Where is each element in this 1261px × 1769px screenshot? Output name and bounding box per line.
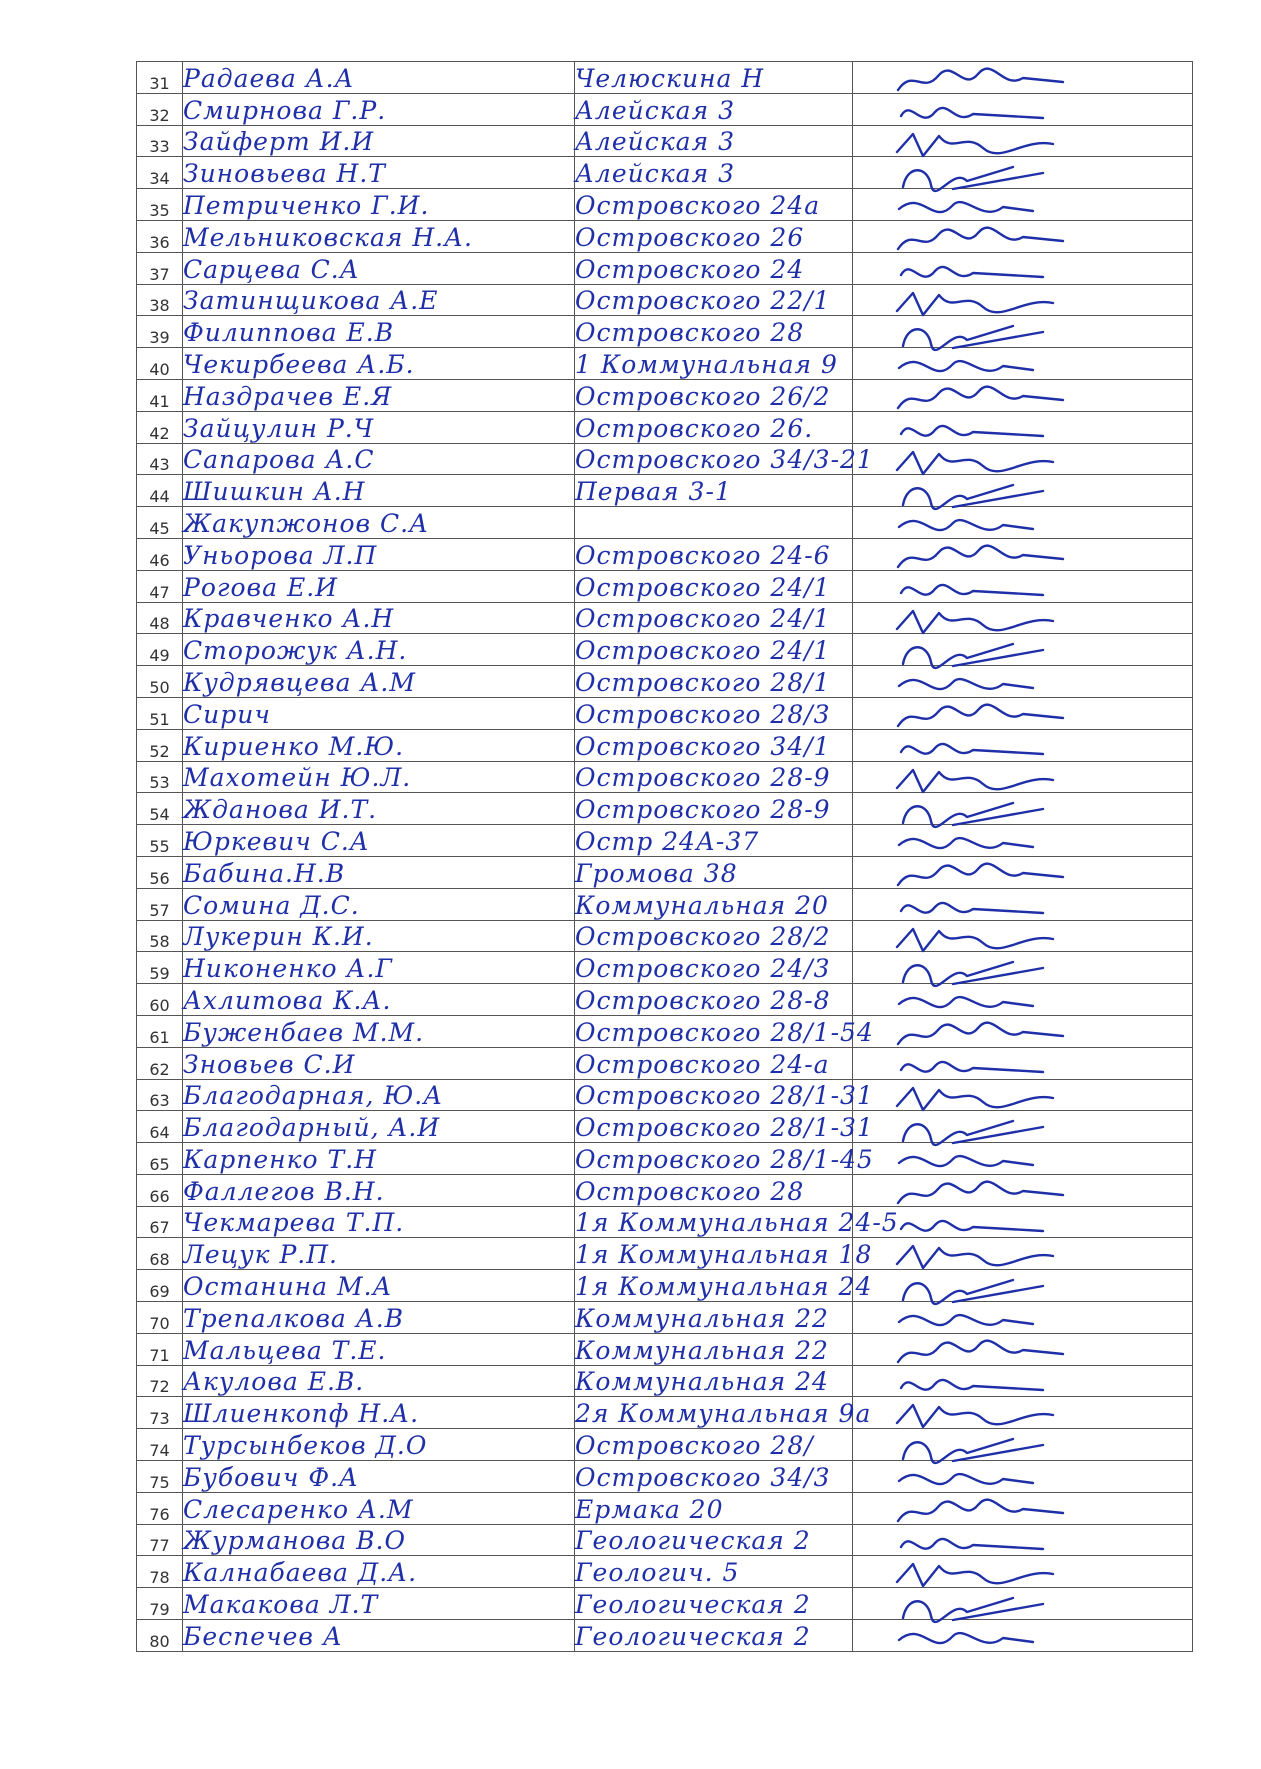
signer-name: Шишкин А.Н (183, 475, 575, 507)
signer-address: Островского 28/1-31 (575, 1079, 853, 1111)
row-number: 68 (137, 1238, 183, 1270)
row-number: 34 (137, 157, 183, 189)
table-row (137, 1333, 1193, 1365)
signer-name: Кириенко М.Ю. (183, 729, 575, 761)
handwritten-signature (853, 1302, 1193, 1334)
row-number: 49 (137, 634, 183, 666)
table-row (137, 1270, 1193, 1302)
handwritten-signature (853, 1429, 1193, 1461)
signer-address: Геологич. 5 (575, 1556, 853, 1588)
signer-address (575, 507, 853, 539)
row-number: 43 (137, 443, 183, 475)
table-row (137, 93, 1193, 125)
signer-name: Калнабаева Д.А. (183, 1556, 575, 1588)
handwritten-signature (853, 856, 1193, 888)
table-row (137, 252, 1193, 284)
row-number: 66 (137, 1174, 183, 1206)
table-row (137, 411, 1193, 443)
signer-address: Островского 28/1-45 (575, 1143, 853, 1175)
signer-address: Островского 26. (575, 411, 853, 443)
row-number: 48 (137, 602, 183, 634)
table-row (137, 729, 1193, 761)
handwritten-signature (853, 93, 1193, 125)
signer-name: Бабина.Н.В (183, 856, 575, 888)
row-number: 61 (137, 1015, 183, 1047)
row-number: 51 (137, 697, 183, 729)
handwritten-signature (853, 252, 1193, 284)
row-number: 62 (137, 1047, 183, 1079)
handwritten-signature (853, 125, 1193, 157)
signer-address: Первая 3-1 (575, 475, 853, 507)
table-row (137, 1143, 1193, 1175)
signer-address: Островского 28/ (575, 1429, 853, 1461)
row-number: 76 (137, 1492, 183, 1524)
signer-address: Островского 28/1-54 (575, 1015, 853, 1047)
table-row (137, 157, 1193, 189)
signer-name: Шлиенкопф Н.А. (183, 1397, 575, 1429)
table-row (137, 1524, 1193, 1556)
signer-address: Алейская 3 (575, 93, 853, 125)
handwritten-signature (853, 761, 1193, 793)
signer-address: 1я Коммунальная 24 (575, 1270, 853, 1302)
handwritten-signature (853, 1620, 1193, 1652)
signer-address: Островского 34/1 (575, 729, 853, 761)
signer-name: Карпенко Т.Н (183, 1143, 575, 1175)
signer-name: Зайцулин Р.Ч (183, 411, 575, 443)
row-number: 54 (137, 793, 183, 825)
row-number: 74 (137, 1429, 183, 1461)
handwritten-signature (853, 825, 1193, 857)
signer-address: Островского 22/1 (575, 284, 853, 316)
handwritten-signature (853, 538, 1193, 570)
handwritten-signature (853, 1270, 1193, 1302)
signer-name: Бубович Ф.А (183, 1461, 575, 1493)
signer-name: Сирич (183, 697, 575, 729)
row-number: 78 (137, 1556, 183, 1588)
handwritten-signature (853, 984, 1193, 1016)
handwritten-signature (853, 379, 1193, 411)
signer-name: Филиппова Е.В (183, 316, 575, 348)
handwritten-signature (853, 1397, 1193, 1429)
signer-address: Алейская 3 (575, 157, 853, 189)
handwritten-signature (853, 666, 1193, 698)
signer-address: Островского 26 (575, 220, 853, 252)
signer-address: Островского 24/3 (575, 952, 853, 984)
signer-address: 1я Коммунальная 24-5 (575, 1206, 853, 1238)
signer-name: Радаева А.А (183, 62, 575, 94)
row-number: 63 (137, 1079, 183, 1111)
signer-name: Жакупжонов С.А (183, 507, 575, 539)
signer-name: Благодарный, А.И (183, 1111, 575, 1143)
handwritten-signature (853, 411, 1193, 443)
signer-name: Мальцева Т.Е. (183, 1333, 575, 1365)
table-row (137, 920, 1193, 952)
table-row (137, 634, 1193, 666)
signer-address: 2я Коммунальная 9а (575, 1397, 853, 1429)
signer-name: Благодарная, Ю.А (183, 1079, 575, 1111)
table-row (137, 125, 1193, 157)
signer-name: Останина М.А (183, 1270, 575, 1302)
signer-address: Коммунальная 22 (575, 1302, 853, 1334)
row-number: 58 (137, 920, 183, 952)
row-number: 39 (137, 316, 183, 348)
signer-name: Трепалкова А.В (183, 1302, 575, 1334)
row-number: 75 (137, 1461, 183, 1493)
row-number: 70 (137, 1302, 183, 1334)
handwritten-signature (853, 1524, 1193, 1556)
table-row (137, 1047, 1193, 1079)
signer-name: Кравченко А.Н (183, 602, 575, 634)
handwritten-signature (853, 507, 1193, 539)
handwritten-signature (853, 1492, 1193, 1524)
table-row (137, 1365, 1193, 1397)
row-number: 47 (137, 570, 183, 602)
signer-name: Журманова В.О (183, 1524, 575, 1556)
handwritten-signature (853, 952, 1193, 984)
signer-name: Никоненко А.Г (183, 952, 575, 984)
signer-address: Островского 24а (575, 189, 853, 221)
handwritten-signature (853, 189, 1193, 221)
signature-table (136, 61, 1193, 1652)
table-row (137, 697, 1193, 729)
signer-address: Островского 24/1 (575, 602, 853, 634)
signer-name: Сапарова А.С (183, 443, 575, 475)
handwritten-signature (853, 284, 1193, 316)
signer-name: Макакова Л.Т (183, 1588, 575, 1620)
signer-name: Сторожук А.Н. (183, 634, 575, 666)
handwritten-signature (853, 1206, 1193, 1238)
handwritten-signature (853, 1556, 1193, 1588)
table-row (137, 1079, 1193, 1111)
signer-address: Островского 28-8 (575, 984, 853, 1016)
handwritten-signature (853, 157, 1193, 189)
handwritten-signature (853, 570, 1193, 602)
row-number: 73 (137, 1397, 183, 1429)
signer-name: Фаллегов В.Н. (183, 1174, 575, 1206)
signer-name: Лецук Р.П. (183, 1238, 575, 1270)
signer-address: Островского 24 (575, 252, 853, 284)
table-row (137, 538, 1193, 570)
signer-name: Петриченко Г.И. (183, 189, 575, 221)
handwritten-signature (853, 316, 1193, 348)
table-row (137, 348, 1193, 380)
row-number: 80 (137, 1620, 183, 1652)
signer-name: Зайферт И.И (183, 125, 575, 157)
signer-address: Островского 24-6 (575, 538, 853, 570)
row-number: 37 (137, 252, 183, 284)
row-number: 72 (137, 1365, 183, 1397)
signer-address: Коммунальная 20 (575, 888, 853, 920)
signer-name: Рогова Е.И (183, 570, 575, 602)
signer-name: Смирнова Г.Р. (183, 93, 575, 125)
row-number: 77 (137, 1524, 183, 1556)
row-number: 38 (137, 284, 183, 316)
table-row (137, 1588, 1193, 1620)
handwritten-signature (853, 1079, 1193, 1111)
handwritten-signature (853, 1111, 1193, 1143)
signer-name: Кудрявцева А.М (183, 666, 575, 698)
handwritten-signature (853, 1047, 1193, 1079)
row-number: 55 (137, 825, 183, 857)
row-number: 79 (137, 1588, 183, 1620)
table-row (137, 602, 1193, 634)
signer-address: Островского 28-9 (575, 793, 853, 825)
table-row (137, 379, 1193, 411)
handwritten-signature (853, 1174, 1193, 1206)
table-row (137, 1238, 1193, 1270)
signer-address: Островского 24-а (575, 1047, 853, 1079)
row-number: 60 (137, 984, 183, 1016)
signer-address: Островского 28-9 (575, 761, 853, 793)
signer-address: 1я Коммунальная 18 (575, 1238, 853, 1270)
handwritten-signature (853, 1238, 1193, 1270)
signer-address: Островского 28/2 (575, 920, 853, 952)
table-row (137, 1556, 1193, 1588)
handwritten-signature (853, 793, 1193, 825)
table-row (137, 189, 1193, 221)
signer-address: Островского 28/1-31 (575, 1111, 853, 1143)
signer-name: Мельниковская Н.А. (183, 220, 575, 252)
handwritten-signature (853, 443, 1193, 475)
handwritten-signature (853, 634, 1193, 666)
row-number: 64 (137, 1111, 183, 1143)
signer-name: Юркевич С.А (183, 825, 575, 857)
handwritten-signature (853, 1143, 1193, 1175)
signer-name: Лукерин К.И. (183, 920, 575, 952)
handwritten-signature (853, 602, 1193, 634)
table-row (137, 1461, 1193, 1493)
table-row (137, 1111, 1193, 1143)
signer-address: Островского 28/1 (575, 666, 853, 698)
table-row (137, 443, 1193, 475)
table-row (137, 475, 1193, 507)
table-row (137, 1206, 1193, 1238)
table-row (137, 793, 1193, 825)
signer-address: Коммунальная 22 (575, 1333, 853, 1365)
row-number: 35 (137, 189, 183, 221)
row-number: 40 (137, 348, 183, 380)
row-number: 69 (137, 1270, 183, 1302)
signer-name: Сомина Д.С. (183, 888, 575, 920)
signer-name: Затинщикова А.Е (183, 284, 575, 316)
row-number: 56 (137, 856, 183, 888)
signer-address: Коммунальная 24 (575, 1365, 853, 1397)
table-row (137, 856, 1193, 888)
table-row (137, 1302, 1193, 1334)
table-row (137, 284, 1193, 316)
table-row (137, 570, 1193, 602)
row-number: 33 (137, 125, 183, 157)
table-row (137, 1397, 1193, 1429)
handwritten-signature (853, 1333, 1193, 1365)
signature-table-body (137, 62, 1193, 1652)
table-row (137, 1492, 1193, 1524)
row-number: 31 (137, 62, 183, 94)
row-number: 65 (137, 1143, 183, 1175)
table-row (137, 1015, 1193, 1047)
table-row (137, 62, 1193, 94)
table-row (137, 507, 1193, 539)
row-number: 52 (137, 729, 183, 761)
signer-address: Геологическая 2 (575, 1524, 853, 1556)
signer-address: Остр 24А-37 (575, 825, 853, 857)
handwritten-signature (853, 888, 1193, 920)
signer-address: Островского 34/3-21 (575, 443, 853, 475)
table-row (137, 316, 1193, 348)
handwritten-signature (853, 1461, 1193, 1493)
signer-name: Акулова Е.В. (183, 1365, 575, 1397)
signer-name: Зновьев С.И (183, 1047, 575, 1079)
signer-address: Ермака 20 (575, 1492, 853, 1524)
signer-name: Ахлитова К.А. (183, 984, 575, 1016)
row-number: 53 (137, 761, 183, 793)
table-row (137, 666, 1193, 698)
signer-address: Громова 38 (575, 856, 853, 888)
signer-name: Наздрачев Е.Я (183, 379, 575, 411)
table-row (137, 888, 1193, 920)
signer-address: Геологическая 2 (575, 1588, 853, 1620)
signer-address: Островского 28/3 (575, 697, 853, 729)
signer-address: 1 Коммунальная 9 (575, 348, 853, 380)
handwritten-signature (853, 62, 1193, 94)
signer-address: Островского 26/2 (575, 379, 853, 411)
signer-name: Махотейн Ю.Л. (183, 761, 575, 793)
signer-name: Уньорова Л.П (183, 538, 575, 570)
row-number: 71 (137, 1333, 183, 1365)
row-number: 36 (137, 220, 183, 252)
row-number: 59 (137, 952, 183, 984)
signer-address: Островского 34/3 (575, 1461, 853, 1493)
signer-address: Островского 24/1 (575, 570, 853, 602)
signer-address: Островского 28 (575, 1174, 853, 1206)
signer-name: Слесаренко А.М (183, 1492, 575, 1524)
row-number: 46 (137, 538, 183, 570)
signer-name: Турсынбеков Д.О (183, 1429, 575, 1461)
signer-name: Буженбаев М.М. (183, 1015, 575, 1047)
signer-address: Челюскина Н (575, 62, 853, 94)
handwritten-signature (853, 475, 1193, 507)
table-row (137, 761, 1193, 793)
row-number: 32 (137, 93, 183, 125)
table-row (137, 952, 1193, 984)
handwritten-signature (853, 729, 1193, 761)
signer-name: Чекмарева Т.П. (183, 1206, 575, 1238)
table-row (137, 1174, 1193, 1206)
signer-name: Сарцева С.А (183, 252, 575, 284)
signer-name: Жданова И.Т. (183, 793, 575, 825)
signer-name: Беспечев А (183, 1620, 575, 1652)
table-row (137, 1429, 1193, 1461)
table-row (137, 220, 1193, 252)
signature-scribble-icon (893, 1622, 1073, 1656)
table-row (137, 984, 1193, 1016)
row-number: 50 (137, 666, 183, 698)
signer-address: Островского 28 (575, 316, 853, 348)
handwritten-signature (853, 1365, 1193, 1397)
signer-address: Геологическая 2 (575, 1620, 853, 1652)
row-number: 45 (137, 507, 183, 539)
row-number: 44 (137, 475, 183, 507)
row-number: 57 (137, 888, 183, 920)
handwritten-signature (853, 348, 1193, 380)
signer-name: Чекирбеева А.Б. (183, 348, 575, 380)
row-number: 42 (137, 411, 183, 443)
handwritten-signature (853, 1015, 1193, 1047)
table-row (137, 1620, 1193, 1652)
signer-name: Зиновьева Н.Т (183, 157, 575, 189)
handwritten-signature (853, 697, 1193, 729)
row-number: 41 (137, 379, 183, 411)
handwritten-signature (853, 920, 1193, 952)
signer-address: Алейская 3 (575, 125, 853, 157)
handwritten-signature (853, 1588, 1193, 1620)
row-number: 67 (137, 1206, 183, 1238)
signer-address: Островского 24/1 (575, 634, 853, 666)
handwritten-signature (853, 220, 1193, 252)
table-row (137, 825, 1193, 857)
